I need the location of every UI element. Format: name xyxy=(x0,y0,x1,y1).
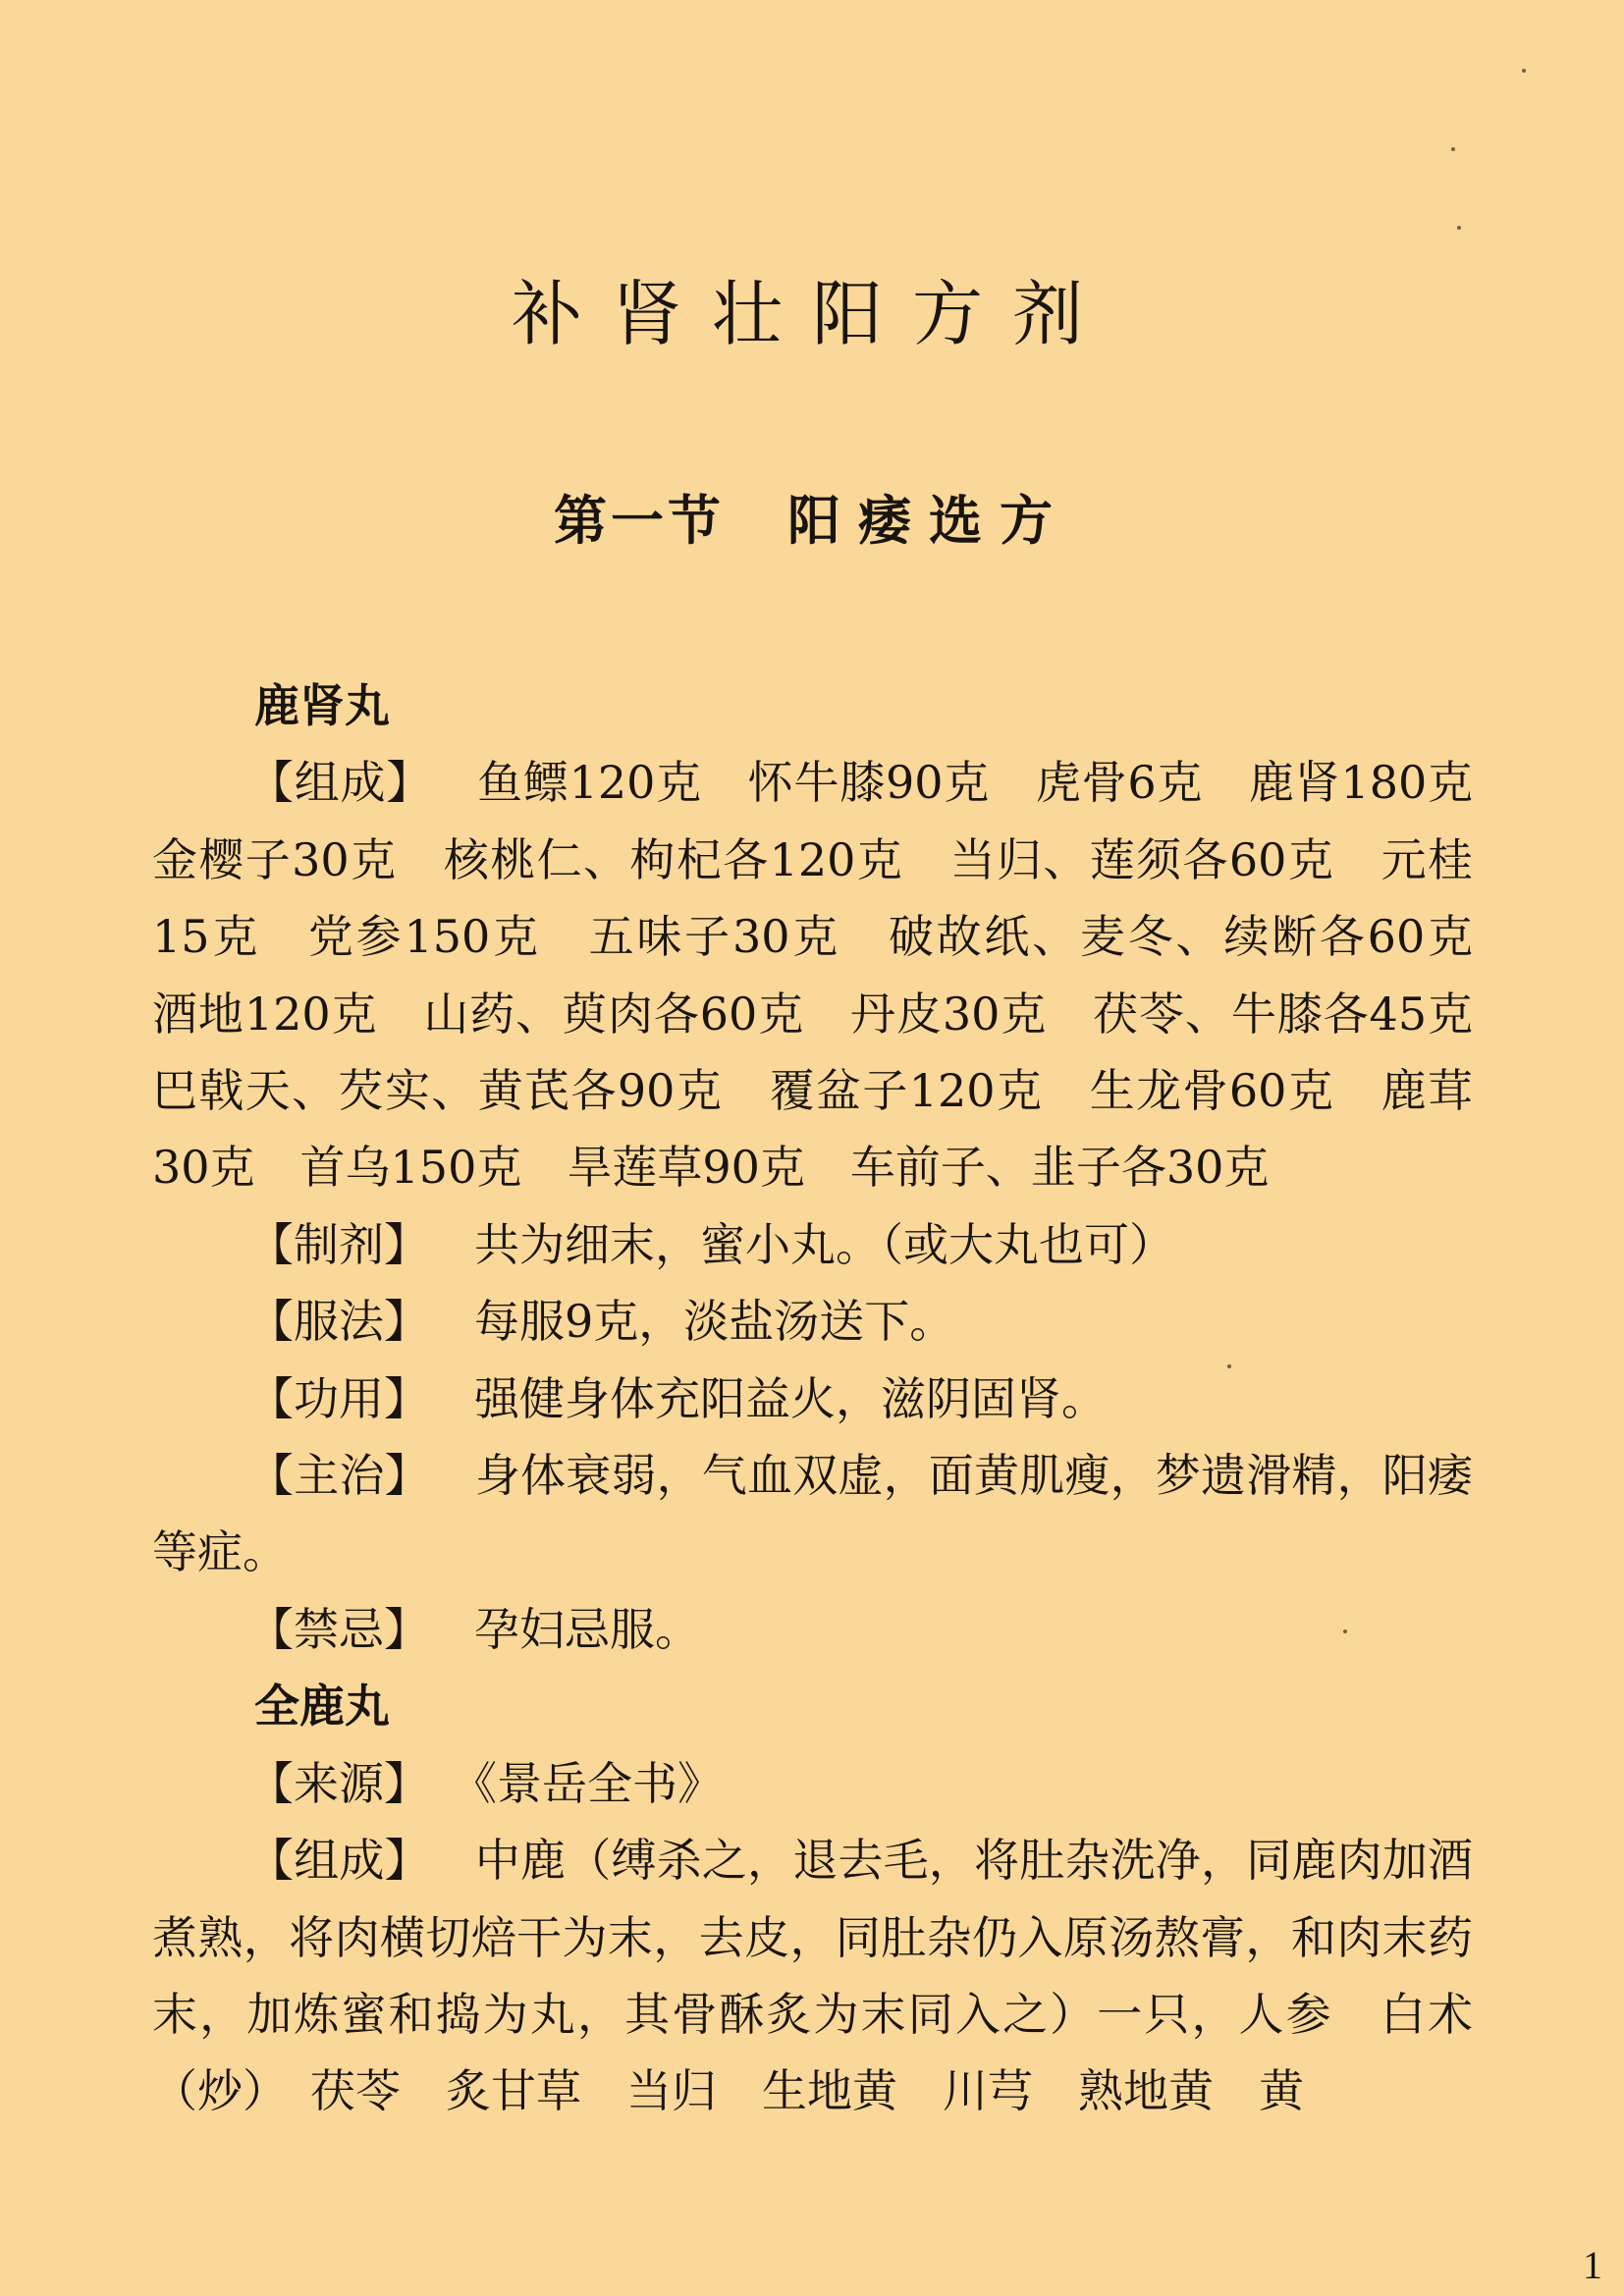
entry-label: 【服法】 xyxy=(248,1295,429,1349)
formula-name: 鹿肾丸 xyxy=(254,679,390,732)
scan-speck xyxy=(1457,226,1461,230)
section-number: 第一节 xyxy=(554,490,725,552)
entry-text: 强健身体充阳益火，滋阴固肾。 xyxy=(474,1371,1107,1425)
entry-label: 【组成】 xyxy=(248,1834,430,1888)
entry-text: 孕妇忌服。 xyxy=(474,1602,700,1656)
entry-text: 每服9克，淡盐汤送下。 xyxy=(474,1295,955,1349)
formula-entry-function xyxy=(152,1361,1473,1437)
scan-speck xyxy=(1522,69,1526,73)
entry-label: 【来源】 xyxy=(248,1756,429,1810)
document-body xyxy=(152,667,1518,2130)
page-number: 1 xyxy=(1583,2243,1602,2287)
scan-speck xyxy=(1451,147,1455,151)
section-heading xyxy=(0,479,1624,555)
formula-entry-preparation xyxy=(152,1206,1473,1283)
formula-entry-composition xyxy=(152,744,1518,1205)
formula-entry-contraindications xyxy=(152,1591,1473,1668)
formula-entry-indications xyxy=(152,1437,1473,1591)
section-title: 阳痿选方 xyxy=(787,490,1070,552)
formula-entry-composition xyxy=(152,1822,1473,2130)
entry-text: 身体衰弱，气血双虚，面黄肌瘦，梦遗滑精，阳痿等症。 xyxy=(152,1449,1474,1579)
entry-label: 【制剂】 xyxy=(248,1217,429,1271)
formula-entry-source xyxy=(152,1745,1473,1822)
entry-text: 共为细末，蜜小丸。（或大丸也可） xyxy=(474,1217,1174,1271)
entry-text: 中鹿（缚杀之，退去毛，将肚杂洗净，同鹿肉加酒煮熟，将肉横切焙干为末，去皮，同肚杂仍入原汤熬膏，和肉末药末，加炼蜜和捣为丸，其骨酥炙为末同入之）一只，人参 白术（炒） 茯苓 炙甘草 当归 生地黄 川芎 熟地黄 黄 xyxy=(152,1834,1474,2118)
scan-speck xyxy=(1227,1364,1231,1368)
formula-name: 全鹿丸 xyxy=(254,1680,390,1734)
formula-entry-dosage xyxy=(152,1283,1473,1360)
entry-label: 【功用】 xyxy=(248,1371,429,1425)
entry-text: 鱼鳔120克 怀牛膝90克 虎骨6克 鹿肾180克 金樱子30克 核桃仁、枸杞各120克 当归、莲须各60克 元桂15克 党参150克 五味子30克 破故纸、麦冬、续断各60克 酒地120克 山药、萸肉各60克 丹皮30克 茯苓、牛膝各45克 巴戟天、芡实、黄芪各90克 覆盆子120克 生龙骨60克 鹿茸30克 首乌150克 旱莲草90克 车前子、韭子各30克 xyxy=(152,756,1518,1195)
entry-text: 《景岳全书》 xyxy=(474,1756,723,1810)
scan-speck xyxy=(1343,1629,1347,1633)
entry-label: 【组成】 xyxy=(248,756,433,810)
chapter-title: 补肾壮阳方剂 xyxy=(511,273,1112,355)
entry-label: 【禁忌】 xyxy=(248,1602,429,1656)
entry-label: 【主治】 xyxy=(248,1449,430,1503)
